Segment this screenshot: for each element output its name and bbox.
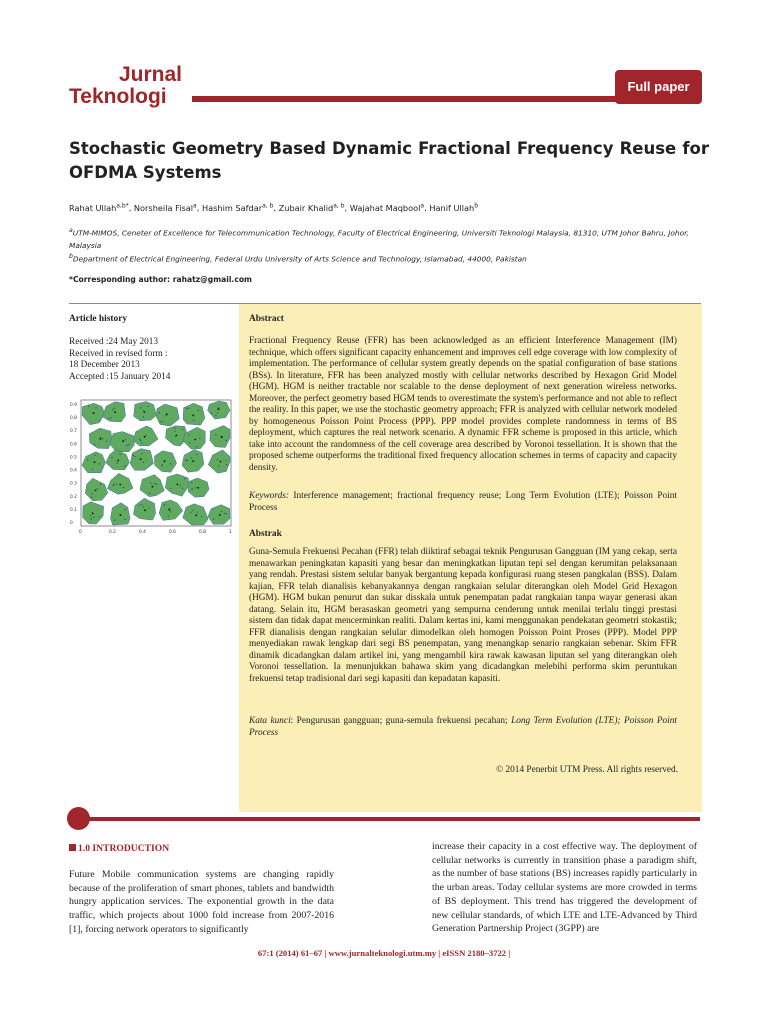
base-station-point: [144, 411, 146, 413]
user-point: [91, 497, 92, 498]
author-name: Wajahat Maqbool: [349, 202, 421, 213]
user-point: [192, 510, 193, 511]
user-point: [218, 465, 219, 466]
user-point: [197, 512, 198, 513]
voronoi-cell: [110, 432, 134, 452]
base-station-point: [120, 514, 122, 516]
user-point: [196, 446, 197, 447]
user-point: [199, 438, 200, 439]
logo-line-1: Jurnal: [119, 63, 183, 86]
affiliation-a: [69, 225, 709, 252]
user-point: [106, 441, 107, 442]
user-point: [190, 512, 191, 513]
user-point: [168, 515, 169, 516]
user-point: [167, 413, 168, 414]
user-point: [162, 464, 163, 465]
user-point: [196, 454, 197, 455]
author-name: Hashim Safdar: [201, 202, 263, 213]
base-station-point: [144, 436, 146, 438]
user-point: [128, 444, 129, 445]
user-point: [148, 508, 149, 509]
user-point: [185, 460, 186, 461]
base-station-point: [194, 439, 196, 441]
history-item: Accepted :15 January 2014: [69, 371, 171, 382]
user-point: [123, 487, 124, 488]
abstrak-text: Guna-Semula Frekuensi Pecahan (FFR) telah diiktiraf sebagai teknik Pengurusan Gangguan (IM yang cekap, serta menawarkan peningkatan kapasiti yang besar dan meningkatkan liputan tepi sel dengan kerumitan pelaksanaan yang rendah. Prestasi sistem selular banyak bergantung kepada konfigurasi ruang stesen pangkalan (BSS). Dalam kajian, FFR telah dianalisis kebanyakannya dengan rangkaian selular diterangkan oleh Model Grid Hexagon (HGM). HGM bukan penurut dan sukar disskala untuk penempatan padat rangkaian tanpa wayar generasi akan datang. Selain itu, HGM berasaskan geometri yang sempurna cenderung untuk menilai terlalu tinggi prestasi sistem dan tidak dapat mencerminkan realiti. Dalam kertas ini, kami menggunakan pendekatan geometri stokastik; FFR dianalisis dengan rangkaian selular dimodelkan oleh homogen Poisson Point Proses (PPP). Model PPP menyediakan rawak lengkap dari segi BS penempatan, yang menangkap senario rangkaian sebenar. Skim FFR dinamik dicadangkan dalam artikel ini, yang mengambil kira rawak kawasan liputan sel yang diterangkan oleh Voronoi tessellation. Ia menunjukkan bahawa skim yang dicadangkan melebihi performa skim peruntukan frekuensi tetap tradisional dari segi kapasiti dan kepadatan kapasiti.: [249, 547, 677, 685]
x-tick-label: 0.4: [139, 530, 146, 534]
author-affiliation-marker: a: [193, 202, 197, 209]
user-point: [182, 429, 183, 430]
user-point: [195, 487, 196, 488]
user-point: [188, 435, 189, 436]
user-point: [90, 515, 91, 516]
user-point: [217, 412, 218, 413]
base-station-point: [164, 460, 166, 462]
user-point: [114, 484, 115, 485]
user-point: [187, 460, 188, 461]
user-point: [224, 513, 225, 514]
affiliation-a-marker: a: [69, 227, 73, 234]
voronoi-cell: [134, 402, 157, 421]
base-station-point: [152, 486, 154, 488]
user-point: [162, 421, 163, 422]
keywords-text: Interference management; fractional frequency reuse; Long Term Evolution (LTE); Poisson Point Process: [249, 491, 677, 513]
user-point: [215, 434, 216, 435]
user-point: [143, 416, 144, 417]
base-station-point: [220, 461, 222, 463]
author-affiliation-marker: a, b: [333, 202, 345, 209]
abstract-text: Fractional Frequency Reuse (FFR) has been acknowledged as an efficient Interference Management (IM) technique, which offers significant capacity enhancement and improves cell edge coverage with low complexity of implementation. The performance of cellular system greatly depends on the spatial configuration of base stations (BSs). In literature, FFR has been analyzed mostly with cellular networks described by Hexagon Grid Model (HGM). HGM is neither tractable nor scalable to the dense deployment of next generation wireless networks. Moreover, the perfect geometry based HGM tends to overestimate the system's performance and not able to reflect the reality. In this paper, we use the stochastic geometry approach; FFR is analyzed with cellular network modeled by homogeneous Poisson Point Process (PPP). PPP model provides complete randomness in terms of BS deployment, which captures the real network scenario. A dynamic FFR scheme is proposed in this article, which take into account the randomness of the cell coverage area described by Voronoi tessellation. It is shown that the proposed scheme outperforms the traditional fixed frequency allocation schemes in terms of capacity and capacity density.: [249, 336, 677, 474]
user-point: [198, 410, 199, 411]
copyright-notice: © 2014 Penerbit UTM Press. All rights reserved.: [496, 765, 678, 775]
user-point: [213, 519, 214, 520]
author-list: Rahat Ullah$^{a,b*}$, Norsheila Fisal$^a$, Hashim Safdar$^{a, b}$, Zubair Khalid$^{a, b}$, Wajahat Maqbool$^a$, Hanif Ullah$^b$: [69, 202, 479, 213]
x-tick-label: 0.2: [109, 530, 116, 534]
user-point: [161, 465, 162, 466]
user-point: [159, 412, 160, 413]
user-point: [217, 459, 218, 460]
user-point: [226, 464, 227, 465]
abstract-panel: [239, 304, 702, 812]
user-point: [100, 484, 101, 485]
voronoi-cell: [183, 403, 205, 425]
user-point: [189, 442, 190, 443]
author-affiliation-marker: a, b: [262, 202, 274, 209]
user-point: [97, 488, 98, 489]
x-tick-label: 0.8: [199, 530, 206, 534]
base-station-point: [100, 438, 102, 440]
user-point: [156, 484, 157, 485]
introduction-column-1: Future Mobile communication systems are changing rapidly because of the proliferation of smart phones, tablets and bandwidth hungry application services. The exponential growth in the data traffic, which projects about 1000 fold increase from 2007-2016 [1], forcing network operators to significantly: [69, 869, 334, 935]
y-tick-label: 0.3: [70, 481, 77, 487]
section-separator-line: [80, 817, 700, 821]
user-point: [193, 420, 194, 421]
affiliation-a-text: UTM-MIMOS, Ceneter of Excellence for Telecommunication Technology, Faculty of Electrical Engineering, Universiti Teknologi Malaysia, 81310, UTM Johor Bahru, Johor, Malaysia: [69, 228, 689, 250]
user-point: [226, 440, 227, 441]
y-tick-label: 0.1: [70, 507, 77, 513]
user-point: [125, 439, 126, 440]
user-point: [113, 485, 114, 486]
author: [350, 203, 424, 213]
y-tick-label: 0.7: [70, 429, 77, 435]
base-station-point: [176, 435, 178, 437]
user-point: [91, 519, 92, 520]
author: [134, 203, 197, 213]
user-point: [102, 438, 103, 439]
author-name: Zubair Khalid: [278, 202, 334, 213]
full-paper-badge: Full paper: [615, 70, 702, 104]
base-station-point: [114, 411, 116, 413]
y-tick-label: 0: [70, 521, 73, 526]
base-station-point: [221, 436, 223, 438]
author-name: Hanif Ullah: [429, 202, 475, 213]
affiliation-b-marker: b: [69, 253, 73, 260]
user-point: [150, 482, 151, 483]
user-point: [180, 485, 181, 486]
user-point: [98, 516, 99, 517]
user-point: [91, 493, 92, 494]
user-point: [108, 418, 109, 419]
kata-kunci-text-a: : Pengurusan gangguan; guna-semula frekuensi pecahan;: [290, 716, 512, 726]
user-point: [139, 505, 140, 506]
y-tick-label: 0.9: [70, 403, 77, 408]
y-tick-label: 0.6: [70, 442, 77, 448]
user-point: [140, 440, 141, 441]
author: [69, 203, 129, 213]
x-tick-label: 0.6: [169, 530, 176, 534]
user-point: [87, 459, 88, 460]
x-tick-label: 0: [79, 530, 82, 534]
user-point: [111, 417, 112, 418]
user-point: [119, 454, 120, 455]
user-point: [94, 444, 95, 445]
y-tick-label: 0.8: [70, 416, 77, 422]
user-point: [134, 456, 135, 457]
user-point: [184, 478, 185, 479]
user-point: [211, 413, 212, 414]
y-tick-label: 0.4: [70, 468, 77, 474]
user-point: [92, 469, 93, 470]
author-name: Norsheila Fisal: [133, 202, 194, 213]
user-point: [141, 504, 142, 505]
author: [429, 203, 478, 213]
user-point: [191, 482, 192, 483]
user-point: [160, 421, 161, 422]
abstract-keywords: [249, 491, 677, 514]
affiliation-b: [69, 251, 709, 266]
user-point: [215, 415, 216, 416]
introduction-heading-text: 1.0 INTRODUCTION: [78, 843, 170, 854]
user-point: [117, 462, 118, 463]
user-point: [146, 435, 147, 436]
author: [279, 203, 345, 213]
user-point: [170, 511, 171, 512]
user-point: [114, 520, 115, 521]
y-tick-label: 0.5: [70, 455, 77, 461]
base-station-point: [122, 440, 124, 442]
user-point: [111, 457, 112, 458]
user-point: [154, 483, 155, 484]
user-point: [149, 493, 150, 494]
base-station-point: [93, 412, 95, 414]
history-item: Received :24 May 2013: [69, 337, 159, 347]
user-point: [143, 462, 144, 463]
base-station-point: [219, 514, 221, 516]
user-point: [164, 504, 165, 505]
base-station-point: [117, 460, 119, 462]
user-point: [125, 519, 126, 520]
user-point: [188, 408, 189, 409]
base-station-point: [140, 458, 142, 460]
author-name: Rahat Ullah: [69, 202, 117, 213]
user-point: [226, 513, 227, 514]
author: [202, 203, 273, 213]
user-point: [88, 406, 89, 407]
affiliation-b-text: Department of Electrical Engineering, Federal Urdu University of Arts Science and Technology, Islamabad, 44000, Pakistan: [72, 254, 527, 264]
user-point: [116, 484, 117, 485]
user-point: [170, 463, 171, 464]
abstract-heading: Abstract: [249, 314, 284, 324]
user-point: [174, 431, 175, 432]
x-tick-label: 1: [229, 530, 232, 534]
base-station-point: [92, 513, 94, 515]
user-point: [147, 406, 148, 407]
logo-line-2: Teknologi: [69, 85, 167, 108]
article-history-heading: Article history: [69, 314, 128, 324]
header-rule: [192, 96, 622, 102]
user-point: [140, 407, 141, 408]
introduction-heading: [69, 843, 169, 854]
base-station-point: [192, 415, 194, 417]
base-station-point: [218, 408, 220, 410]
user-point: [93, 517, 94, 518]
abstrak-keywords: [249, 716, 677, 739]
user-point: [95, 455, 96, 456]
base-station-point: [168, 509, 170, 511]
user-point: [141, 453, 142, 454]
base-station-point: [166, 414, 168, 416]
user-point: [191, 457, 192, 458]
base-station-point: [177, 484, 179, 486]
y-tick-label: 0.2: [70, 494, 77, 500]
user-point: [143, 506, 144, 507]
user-point: [186, 408, 187, 409]
user-point: [141, 442, 142, 443]
author-affiliation-marker: a: [420, 202, 425, 209]
user-point: [174, 428, 175, 429]
user-point: [225, 460, 226, 461]
base-station-point: [197, 487, 199, 489]
author-affiliation-marker: b: [474, 202, 479, 209]
user-point: [125, 466, 126, 467]
user-point: [114, 408, 115, 409]
abstrak-heading: Abstrak: [249, 529, 282, 539]
user-point: [133, 455, 134, 456]
base-station-point: [94, 461, 96, 463]
history-item: Received in revised form :: [69, 348, 168, 359]
paper-title: Stochastic Geometry Based Dynamic Fractional Frequency Reuse for OFDMA Systems: [69, 139, 709, 182]
user-point: [95, 407, 96, 408]
user-point: [139, 439, 140, 440]
history-item: 18 December 2013: [69, 360, 140, 370]
user-point: [99, 420, 100, 421]
author-affiliation-marker: a,b*: [116, 202, 129, 209]
base-station-point: [144, 509, 146, 511]
heading-square-icon: [69, 844, 76, 851]
page-footer: 67:1 (2014) 61–67 | www.jurnalteknologi.utm.my | eISSN 2180–3722 |: [257, 948, 511, 958]
keywords-label: Keywords:: [249, 491, 289, 501]
user-point: [221, 511, 222, 512]
kata-kunci-text-b: Long Term Evolution (LTE); Poisson Point Process: [249, 716, 677, 738]
voronoi-tessellation-figure: [69, 396, 238, 534]
user-point: [112, 409, 113, 410]
user-point: [191, 489, 192, 490]
user-point: [201, 516, 202, 517]
journal-logo: [69, 64, 182, 107]
user-point: [182, 488, 183, 489]
introduction-column-2: increase their capacity in a cost effective way. The deployment of cellular networks is currently in transition phase a paradigm shift, as the number of base stations (BS) increases rapidly particularly in the urban areas. Today cellular systems are more crowded in terms of BS deployment. This trend has triggered the development of new cellular standards, of which LTE and LTE-Advanced by Third Generation Partnership Project (3GPP) are: [432, 841, 697, 935]
user-point: [99, 463, 100, 464]
base-station-point: [192, 460, 194, 462]
kata-kunci-label: Kata kunci: [249, 716, 291, 726]
article-history-list: [69, 337, 170, 383]
section-separator-dot: [67, 807, 90, 830]
user-point: [170, 488, 171, 489]
user-point: [126, 445, 127, 446]
base-station-point: [195, 515, 197, 517]
user-point: [124, 509, 125, 510]
base-station-point: [95, 490, 97, 492]
base-station-point: [119, 484, 121, 486]
corresponding-author: *Corresponding author: rahatz@gmail.com: [69, 275, 252, 284]
